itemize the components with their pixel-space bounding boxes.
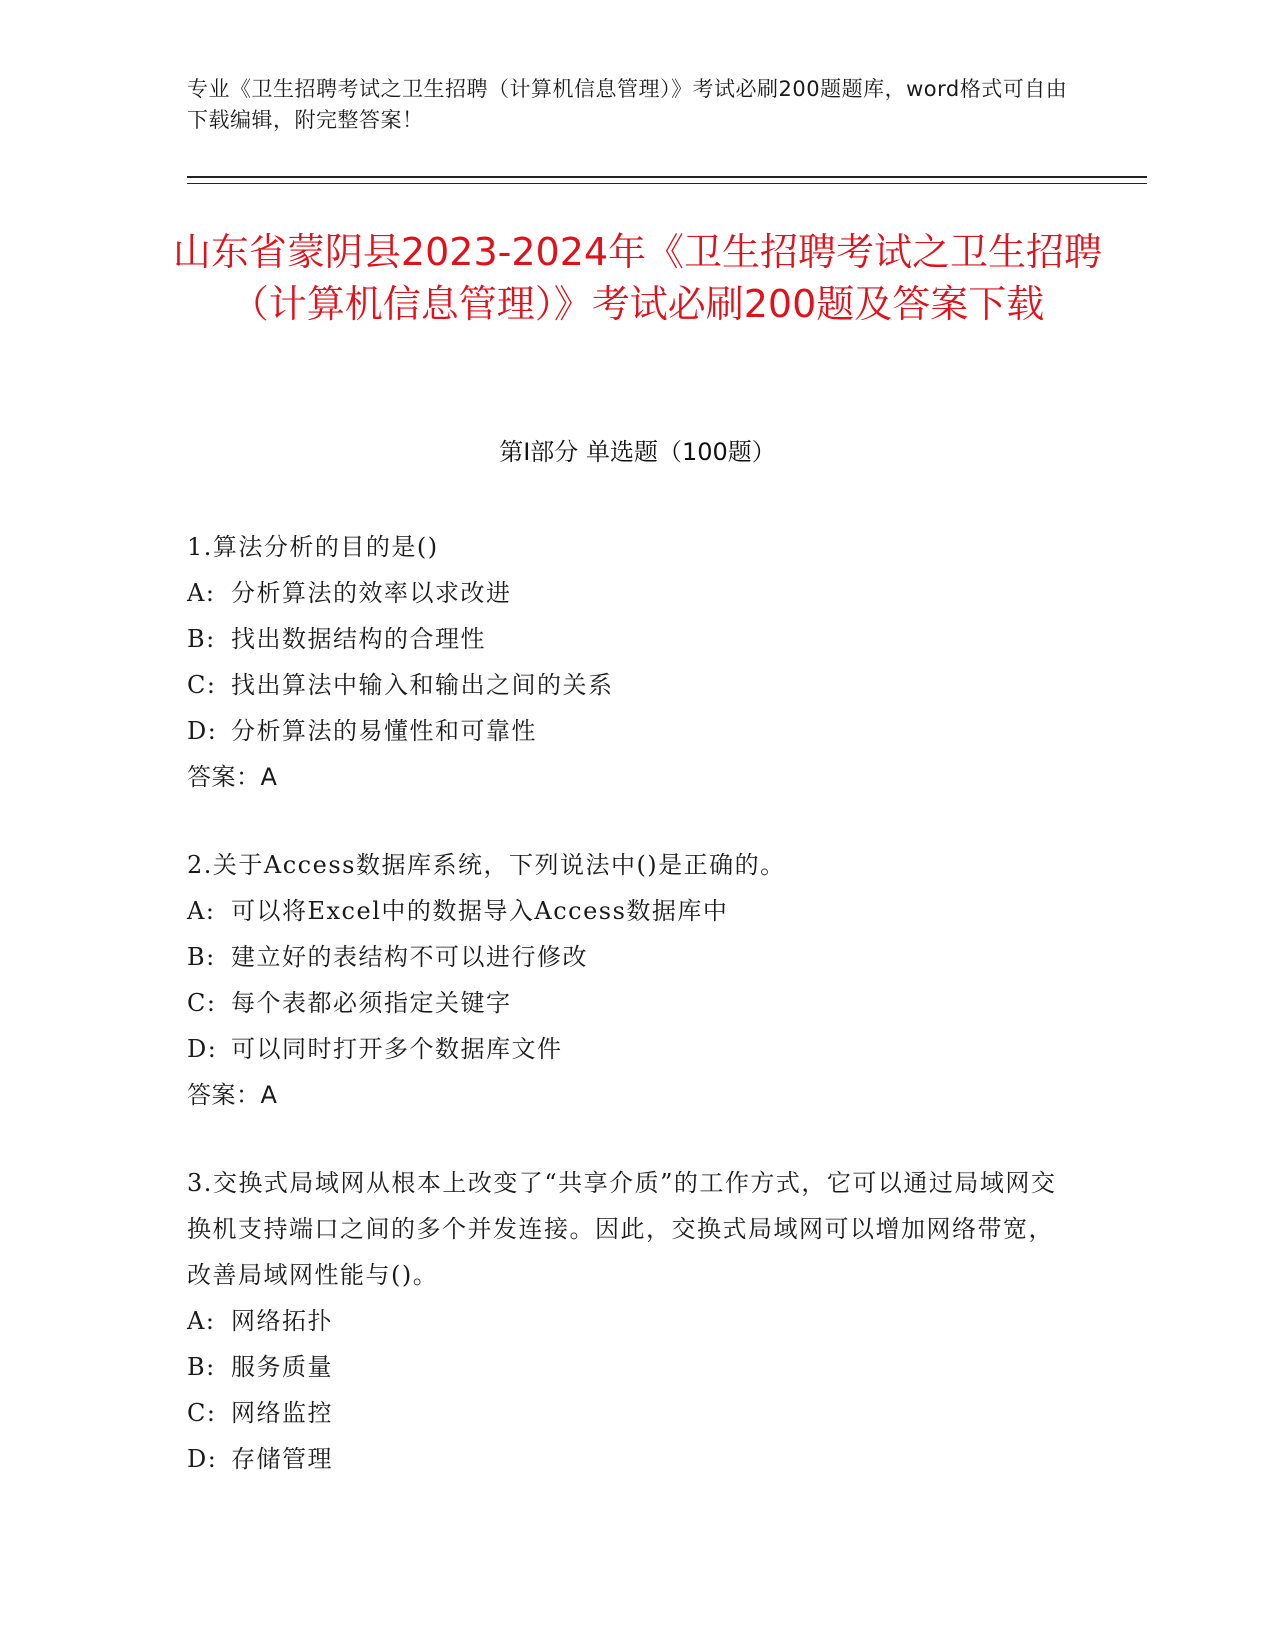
question-3 <box>187 1160 1067 1482</box>
option-text: 每个表都必须指定关键字 <box>231 989 512 1017</box>
option-a <box>187 1298 1067 1344</box>
option-key: C: <box>187 989 217 1017</box>
option-d <box>187 1436 1067 1482</box>
option-text: 可以将Excel中的数据导入Access数据库中 <box>231 897 729 925</box>
section-heading: 第Ⅰ部分 单选题（100题） <box>499 438 776 466</box>
option-key: D: <box>187 717 218 745</box>
answer-line: 答案：A <box>187 1081 278 1109</box>
question-1 <box>187 524 1067 800</box>
option-a <box>187 888 1067 934</box>
option-key: D: <box>187 1445 218 1473</box>
option-key: A: <box>187 579 216 607</box>
question-stem: 2.关于Access数据库系统，下列说法中()是正确的。 <box>187 851 786 879</box>
option-text: 网络拓扑 <box>231 1307 333 1335</box>
question-2 <box>187 842 1067 1118</box>
option-text: 分析算法的易懂性和可靠性 <box>231 717 537 745</box>
option-b <box>187 934 1067 980</box>
option-text: 存储管理 <box>231 1445 333 1473</box>
option-d <box>187 1026 1067 1072</box>
question-stem: 3.交换式局域网从根本上改变了“共享介质”的工作方式，它可以通过局域网交换机支持端口之间的多个并发连接。因此，交换式局域网可以增加网络带宽，改善局域网性能与()。 <box>187 1169 1057 1289</box>
option-a <box>187 570 1067 616</box>
header-divider-thin <box>187 183 1147 184</box>
answer-line: 答案：A <box>187 763 278 791</box>
option-text: 找出算法中输入和输出之间的关系 <box>231 671 614 699</box>
option-b <box>187 1344 1067 1390</box>
option-key: C: <box>187 1399 217 1427</box>
header-note: 专业《卫生招聘考试之卫生招聘（计算机信息管理）》考试必刷200题题库，word格式可自由下载编辑，附完整答案！ <box>187 77 1068 132</box>
option-key: A: <box>187 897 216 925</box>
option-text: 服务质量 <box>231 1353 333 1381</box>
option-key: B: <box>187 1353 216 1381</box>
option-text: 建立好的表结构不可以进行修改 <box>231 943 588 971</box>
option-key: D: <box>187 1035 218 1063</box>
option-d <box>187 708 1067 754</box>
option-key: C: <box>187 671 217 699</box>
option-key: A: <box>187 1307 216 1335</box>
option-c <box>187 980 1067 1026</box>
option-key: B: <box>187 625 216 653</box>
option-c <box>187 662 1067 708</box>
option-text: 找出数据结构的合理性 <box>231 625 486 653</box>
option-b <box>187 616 1067 662</box>
option-text: 分析算法的效率以求改进 <box>231 579 512 607</box>
option-text: 网络监控 <box>231 1399 333 1427</box>
question-stem: 1.算法分析的目的是() <box>187 533 439 561</box>
option-key: B: <box>187 943 216 971</box>
header-divider-thick <box>187 176 1147 178</box>
document-title: 山东省蒙阴县2023-2024年《卫生招聘考试之卫生招聘（计算机信息管理）》考试必刷200题及答案下载 <box>172 230 1103 326</box>
option-text: 可以同时打开多个数据库文件 <box>231 1035 563 1063</box>
option-c <box>187 1390 1067 1436</box>
